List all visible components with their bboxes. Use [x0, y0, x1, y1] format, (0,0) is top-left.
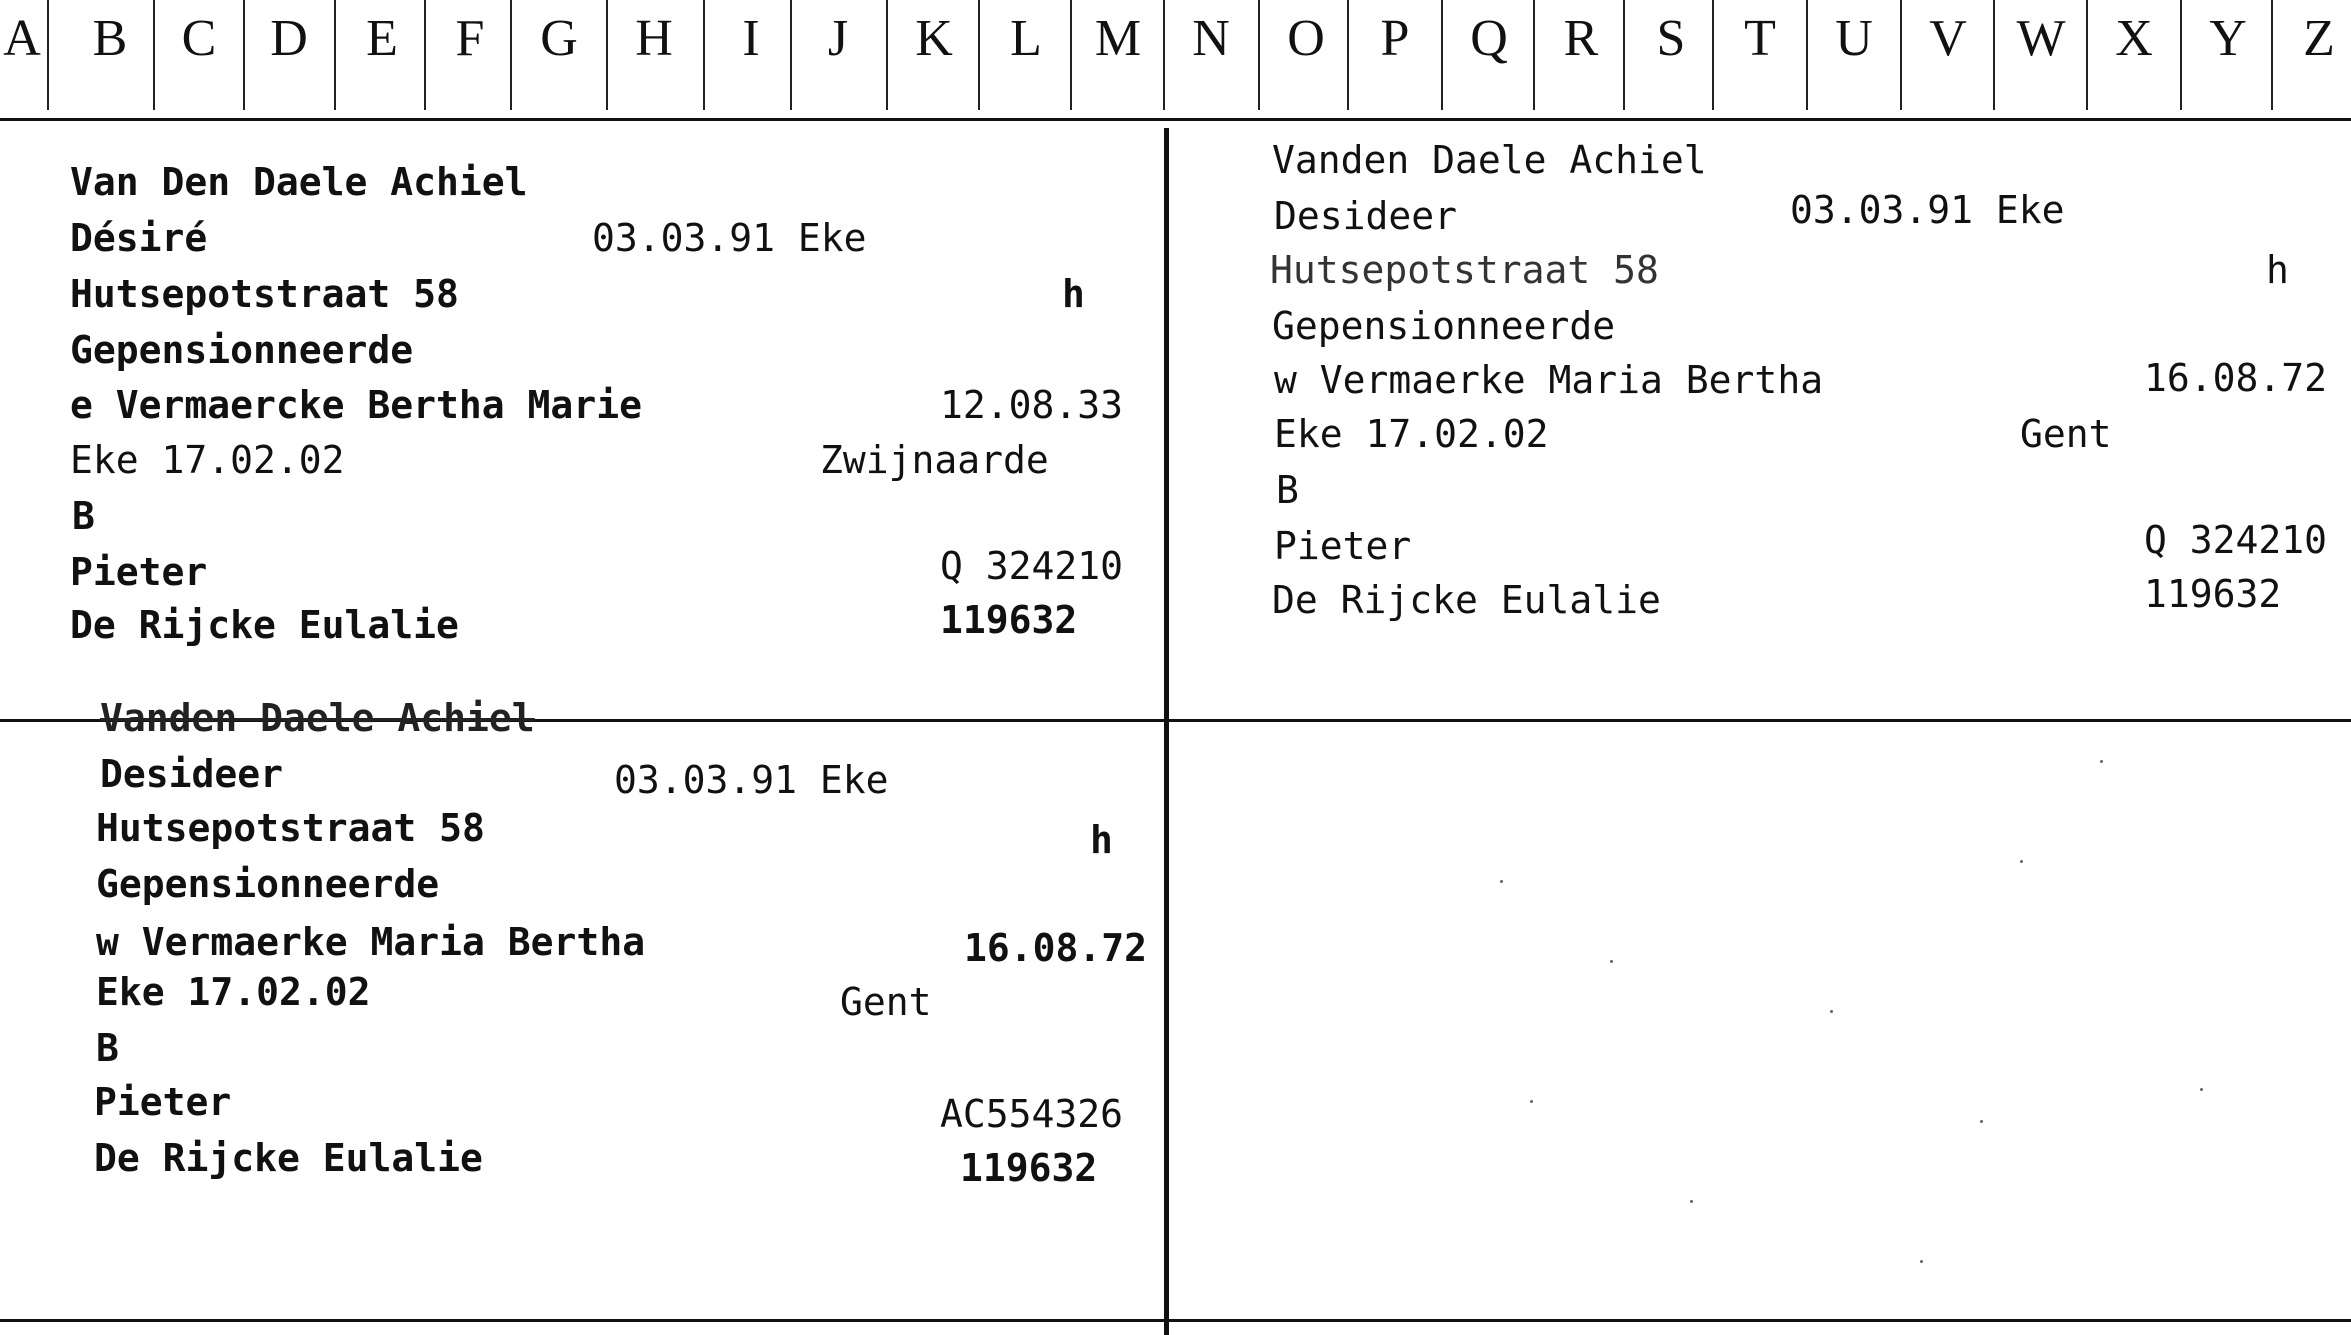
- card-mother: De Rijcke Eulalie: [1272, 578, 1661, 622]
- index-letter-t: T: [1744, 10, 1776, 67]
- card-occupation: Gepensionneerde: [96, 862, 440, 906]
- card-code: B: [96, 1026, 119, 1070]
- index-divider: [47, 0, 49, 110]
- card-h-mark: h: [2266, 248, 2289, 292]
- card-mother-number: 119632: [940, 598, 1078, 642]
- index-letter-g: G: [540, 10, 578, 67]
- card-mother-number: 119632: [960, 1146, 1098, 1190]
- alphabet-index-strip: [0, 0, 2351, 121]
- index-letter-q: Q: [1470, 10, 1508, 67]
- index-divider: [1533, 0, 1535, 110]
- index-letter-z: Z: [2303, 10, 2335, 67]
- index-letter-y: Y: [2209, 10, 2247, 67]
- card-code: B: [72, 494, 95, 538]
- scan-speck: [1690, 1200, 1693, 1203]
- index-letter-l: L: [1010, 10, 1042, 67]
- card-spouse-date: 16.08.72: [964, 926, 1148, 970]
- card-address: Hutsepotstraat 58: [1270, 248, 1659, 292]
- scan-speck: [2020, 860, 2023, 863]
- index-divider: [1441, 0, 1443, 110]
- index-letter-c: C: [181, 10, 217, 67]
- index-divider: [334, 0, 336, 110]
- index-letter-u: U: [1835, 10, 1873, 67]
- index-divider: [2180, 0, 2182, 110]
- index-letter-v: V: [1929, 10, 1967, 67]
- card-first-name: Désiré: [70, 216, 208, 260]
- index-letter-d: D: [270, 10, 308, 67]
- index-letter-n: N: [1192, 10, 1230, 67]
- index-divider: [510, 0, 512, 110]
- scan-speck: [1830, 1010, 1833, 1013]
- index-letter-w: W: [2016, 10, 2066, 67]
- index-divider: [1993, 0, 1995, 110]
- card-h-mark: h: [1062, 272, 1085, 316]
- index-divider: [1163, 0, 1165, 110]
- card-spouse-birth: Eke 17.02.02: [1274, 412, 1549, 456]
- scan-speck: [1980, 1120, 1983, 1123]
- index-divider: [1806, 0, 1808, 110]
- card-spouse-date: 16.08.72: [2144, 356, 2328, 400]
- scan-speck: [1530, 1100, 1533, 1103]
- index-divider: [978, 0, 980, 110]
- scan-speck: [1610, 960, 1613, 963]
- scan-speck: [2200, 1088, 2203, 1091]
- index-letter-k: K: [915, 10, 953, 67]
- card-name: Van Den Daele Achiel: [70, 160, 528, 204]
- card-birth: 03.03.91 Eke: [614, 758, 889, 802]
- card-first-name: Desideer: [100, 752, 284, 796]
- index-letter-e: E: [366, 10, 398, 67]
- card-spouse-date: 12.08.33: [940, 383, 1124, 427]
- index-divider: [1347, 0, 1349, 110]
- card-birth: 03.03.91 Eke: [1790, 188, 2065, 232]
- card-spouse-birth: Eke 17.02.02: [70, 438, 345, 482]
- index-divider: [1258, 0, 1260, 110]
- card-code: B: [1276, 468, 1299, 512]
- index-divider: [703, 0, 705, 110]
- index-letter-f: F: [455, 10, 485, 67]
- index-divider: [1712, 0, 1714, 110]
- card-mother: De Rijcke Eulalie: [70, 603, 459, 647]
- card-name: Vanden Daele Achiel: [1272, 138, 1707, 182]
- index-letter-b: B: [92, 10, 128, 67]
- card-spouse: w Vermaerke Maria Bertha: [96, 920, 646, 964]
- index-letter-h: H: [635, 10, 673, 67]
- card-h-mark: h: [1090, 818, 1113, 862]
- card-address: Hutsepotstraat 58: [70, 272, 459, 316]
- card-divider-vertical: [1164, 128, 1169, 1335]
- index-letter-r: R: [1563, 10, 1599, 67]
- index-divider: [1623, 0, 1625, 110]
- index-divider: [2086, 0, 2088, 110]
- scan-speck: [1500, 880, 1503, 883]
- index-divider: [243, 0, 245, 110]
- index-divider: [1070, 0, 1072, 110]
- card-father: Pieter: [94, 1080, 232, 1124]
- card-occupation: Gepensionneerde: [1272, 304, 1616, 348]
- index-letter-x: X: [2115, 10, 2153, 67]
- index-divider: [1900, 0, 1902, 110]
- index-divider: [2271, 0, 2273, 110]
- card-name-struck: Vanden Daele Achiel: [100, 696, 535, 740]
- card-occupation: Gepensionneerde: [70, 328, 414, 372]
- card-mother: De Rijcke Eulalie: [94, 1136, 483, 1180]
- card-father-number: Q 324210: [2144, 518, 2328, 562]
- index-letter-i: I: [742, 10, 760, 67]
- index-divider: [606, 0, 608, 110]
- card-bottom-edge: [0, 1319, 2351, 1322]
- card-address: Hutsepotstraat 58: [96, 806, 485, 850]
- card-father-number: AC554326: [940, 1092, 1124, 1136]
- card-mother-number: 119632: [2144, 572, 2282, 616]
- card-spouse-place: Zwijnaarde: [820, 438, 1049, 482]
- index-divider: [790, 0, 792, 110]
- index-letter-p: P: [1380, 10, 1410, 67]
- card-spouse: w Vermaerke Maria Bertha: [1274, 358, 1824, 402]
- index-divider: [886, 0, 888, 110]
- card-birth: 03.03.91 Eke: [592, 216, 867, 260]
- scan-speck: [2100, 760, 2103, 763]
- card-father: Pieter: [70, 550, 208, 594]
- card-first-name: Desideer: [1274, 194, 1458, 238]
- index-letter-j: J: [827, 10, 849, 67]
- index-letter-o: O: [1287, 10, 1325, 67]
- card-spouse-place: Gent: [840, 980, 932, 1024]
- card-spouse-place: Gent: [2020, 412, 2112, 456]
- index-divider: [153, 0, 155, 110]
- index-letter-a: A: [3, 10, 41, 67]
- card-father: Pieter: [1274, 524, 1412, 568]
- card-spouse: e Vermaercke Bertha Marie: [70, 383, 642, 427]
- index-letter-m: M: [1094, 10, 1142, 67]
- index-divider: [424, 0, 426, 110]
- card-father-number: Q 324210: [940, 544, 1124, 588]
- index-letter-s: S: [1656, 10, 1686, 67]
- card-spouse-birth: Eke 17.02.02: [96, 970, 371, 1014]
- scan-speck: [1920, 1260, 1923, 1263]
